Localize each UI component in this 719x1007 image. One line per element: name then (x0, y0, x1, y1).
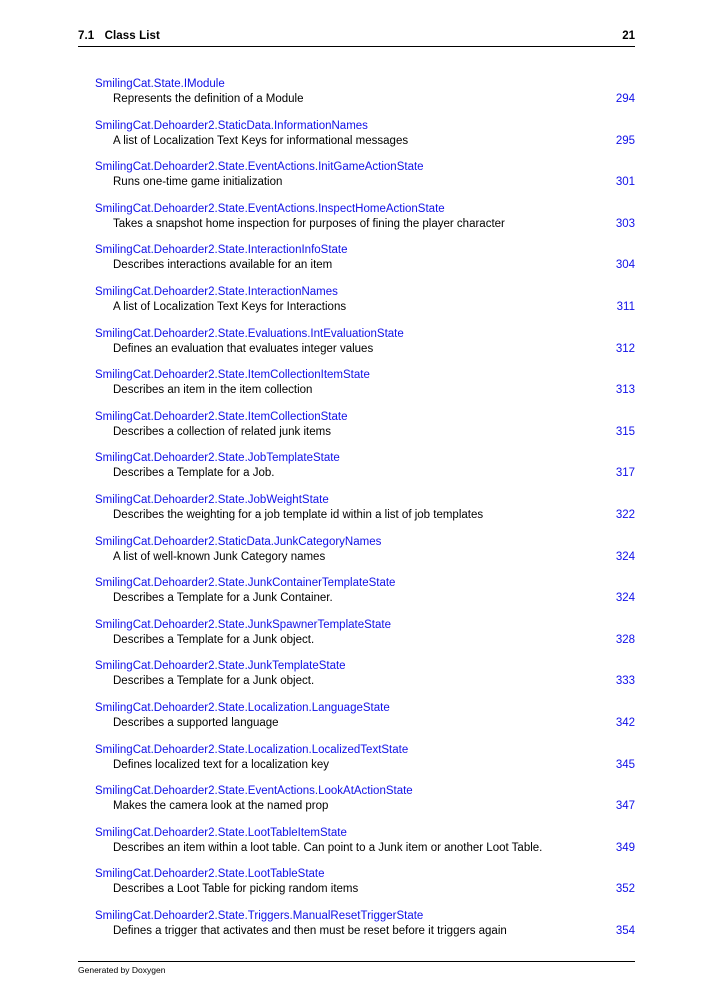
class-name-link[interactable]: SmilingCat.Dehoarder2.State.JunkSpawnerTemplateState (95, 618, 391, 631)
class-name-link[interactable]: SmilingCat.Dehoarder2.State.JobTemplateState (95, 452, 340, 465)
class-description: Describes interactions available for an item (113, 259, 333, 272)
class-list-entry (95, 827, 635, 869)
class-name-link[interactable]: SmilingCat.Dehoarder2.State.Localization.LocalizedTextState (95, 743, 409, 756)
class-list-entry (95, 120, 635, 162)
page-number-link[interactable]: 347 (615, 800, 635, 813)
page-number-link[interactable]: 328 (615, 633, 635, 646)
class-list-entry (95, 910, 635, 952)
class-description: Defines localized text for a localization key (113, 758, 330, 771)
class-list-entry (95, 619, 635, 661)
page-number-link[interactable]: 313 (615, 384, 635, 397)
section-title: Class List (104, 30, 160, 42)
class-list-entry (95, 702, 635, 744)
class-list-entry (95, 494, 635, 536)
section-heading (78, 30, 160, 42)
class-description: Describes a Template for a Job. (113, 467, 275, 480)
class-name-link[interactable]: SmilingCat.Dehoarder2.State.EventActions.InspectHomeActionState (95, 202, 445, 215)
class-name-link[interactable]: SmilingCat.Dehoarder2.State.LootTableItemState (95, 826, 347, 839)
class-description: Runs one-time game initialization (113, 176, 283, 189)
class-description: Describes a Loot Table for picking random items (113, 883, 359, 896)
class-name-link[interactable]: SmilingCat.Dehoarder2.State.LootTableState (95, 868, 325, 881)
page-number-link[interactable]: 301 (615, 176, 635, 189)
class-list-entry (95, 785, 635, 827)
class-list-entry (95, 203, 635, 245)
page-number-link[interactable]: 324 (615, 550, 635, 563)
page-number-link[interactable]: 295 (615, 134, 635, 147)
class-list-entry (95, 369, 635, 411)
class-name-link[interactable]: SmilingCat.Dehoarder2.State.InteractionInfoState (95, 244, 348, 257)
class-name-link[interactable]: SmilingCat.Dehoarder2.State.Evaluations.IntEvaluationState (95, 327, 404, 340)
class-name-link[interactable]: SmilingCat.Dehoarder2.State.EventActions.InitGameActionState (95, 161, 424, 174)
section-number: 7.1 (78, 30, 95, 42)
class-list (95, 78, 635, 951)
class-description: Describes the weighting for a job template id within a list of job templates (113, 508, 484, 521)
class-name-link[interactable]: SmilingCat.Dehoarder2.State.ItemCollectionItemState (95, 369, 370, 382)
footer-text: Generated by Doxygen (78, 965, 166, 975)
page-number-link[interactable]: 345 (615, 758, 635, 771)
page-number-link[interactable]: 315 (615, 425, 635, 438)
class-description: A list of well-known Junk Category names (113, 550, 326, 563)
page-number-link[interactable]: 324 (615, 592, 635, 605)
class-description: Describes a Template for a Junk Container. (113, 592, 333, 605)
class-list-entry (95, 161, 635, 203)
class-description: Makes the camera look at the named prop (113, 800, 329, 813)
page-header (78, 30, 635, 47)
class-description: Describes a Template for a Junk object. (113, 633, 315, 646)
page-footer (78, 961, 635, 975)
class-description: Describes an item in the item collection (113, 384, 313, 397)
class-name-link[interactable]: SmilingCat.Dehoarder2.StaticData.JunkCategoryNames (95, 535, 382, 548)
class-name-link[interactable]: SmilingCat.Dehoarder2.State.ItemCollectionState (95, 410, 348, 423)
class-list-entry (95, 411, 635, 453)
class-name-link[interactable]: SmilingCat.Dehoarder2.State.Triggers.ManualResetTriggerState (95, 909, 424, 922)
class-list-entry (95, 868, 635, 910)
header-page-number: 21 (622, 30, 635, 42)
page-number-link[interactable]: 354 (615, 924, 635, 937)
class-name-link[interactable]: SmilingCat.Dehoarder2.State.Localization.LanguageState (95, 701, 390, 714)
class-list-entry (95, 286, 635, 328)
class-description: Takes a snapshot home inspection for purposes of fining the player character (113, 217, 505, 230)
class-description: Describes a supported language (113, 716, 279, 729)
class-list-entry (95, 328, 635, 370)
class-name-link[interactable]: SmilingCat.Dehoarder2.State.JunkTemplateState (95, 660, 346, 673)
class-name-link[interactable]: SmilingCat.Dehoarder2.State.InteractionNames (95, 285, 338, 298)
page-number-link[interactable]: 294 (615, 93, 635, 105)
class-name-link[interactable]: SmilingCat.Dehoarder2.StaticData.InformationNames (95, 119, 368, 132)
class-description: Describes an item within a loot table. Can point to a Junk item or another Loot Table. (113, 841, 543, 854)
class-description: A list of Localization Text Keys for Interactions (113, 300, 347, 313)
page-number-link[interactable]: 342 (615, 716, 635, 729)
class-list-entry (95, 744, 635, 786)
class-name-link[interactable]: SmilingCat.State.IModule (95, 78, 225, 90)
page-number-link[interactable]: 352 (615, 883, 635, 896)
class-list-entry (95, 536, 635, 578)
class-description: A list of Localization Text Keys for informational messages (113, 134, 409, 147)
class-description: Describes a collection of related junk items (113, 425, 331, 438)
page-number-link[interactable]: 311 (616, 300, 635, 313)
page-number-link[interactable]: 312 (615, 342, 635, 355)
class-name-link[interactable]: SmilingCat.Dehoarder2.State.EventActions.LookAtActionState (95, 785, 413, 798)
class-description: Represents the definition of a Module (113, 93, 304, 105)
class-description: Defines a trigger that activates and then must be reset before it triggers again (113, 924, 507, 937)
page-number-link[interactable]: 349 (615, 841, 635, 854)
class-description: Describes a Template for a Junk object. (113, 675, 315, 688)
class-name-link[interactable]: SmilingCat.Dehoarder2.State.JunkContainerTemplateState (95, 577, 396, 590)
class-name-link[interactable]: SmilingCat.Dehoarder2.State.JobWeightState (95, 493, 329, 506)
class-description: Defines an evaluation that evaluates integer values (113, 342, 374, 355)
page-number-link[interactable]: 303 (615, 217, 635, 230)
class-list-entry (95, 660, 635, 702)
page-number-link[interactable]: 333 (615, 675, 635, 688)
page-number-link[interactable]: 317 (615, 467, 635, 480)
class-list-entry (95, 577, 635, 619)
class-list-entry (95, 244, 635, 286)
page-number-link[interactable]: 322 (615, 508, 635, 521)
page-number-link[interactable]: 304 (615, 259, 635, 272)
class-list-entry (95, 78, 635, 120)
class-list-entry (95, 452, 635, 494)
